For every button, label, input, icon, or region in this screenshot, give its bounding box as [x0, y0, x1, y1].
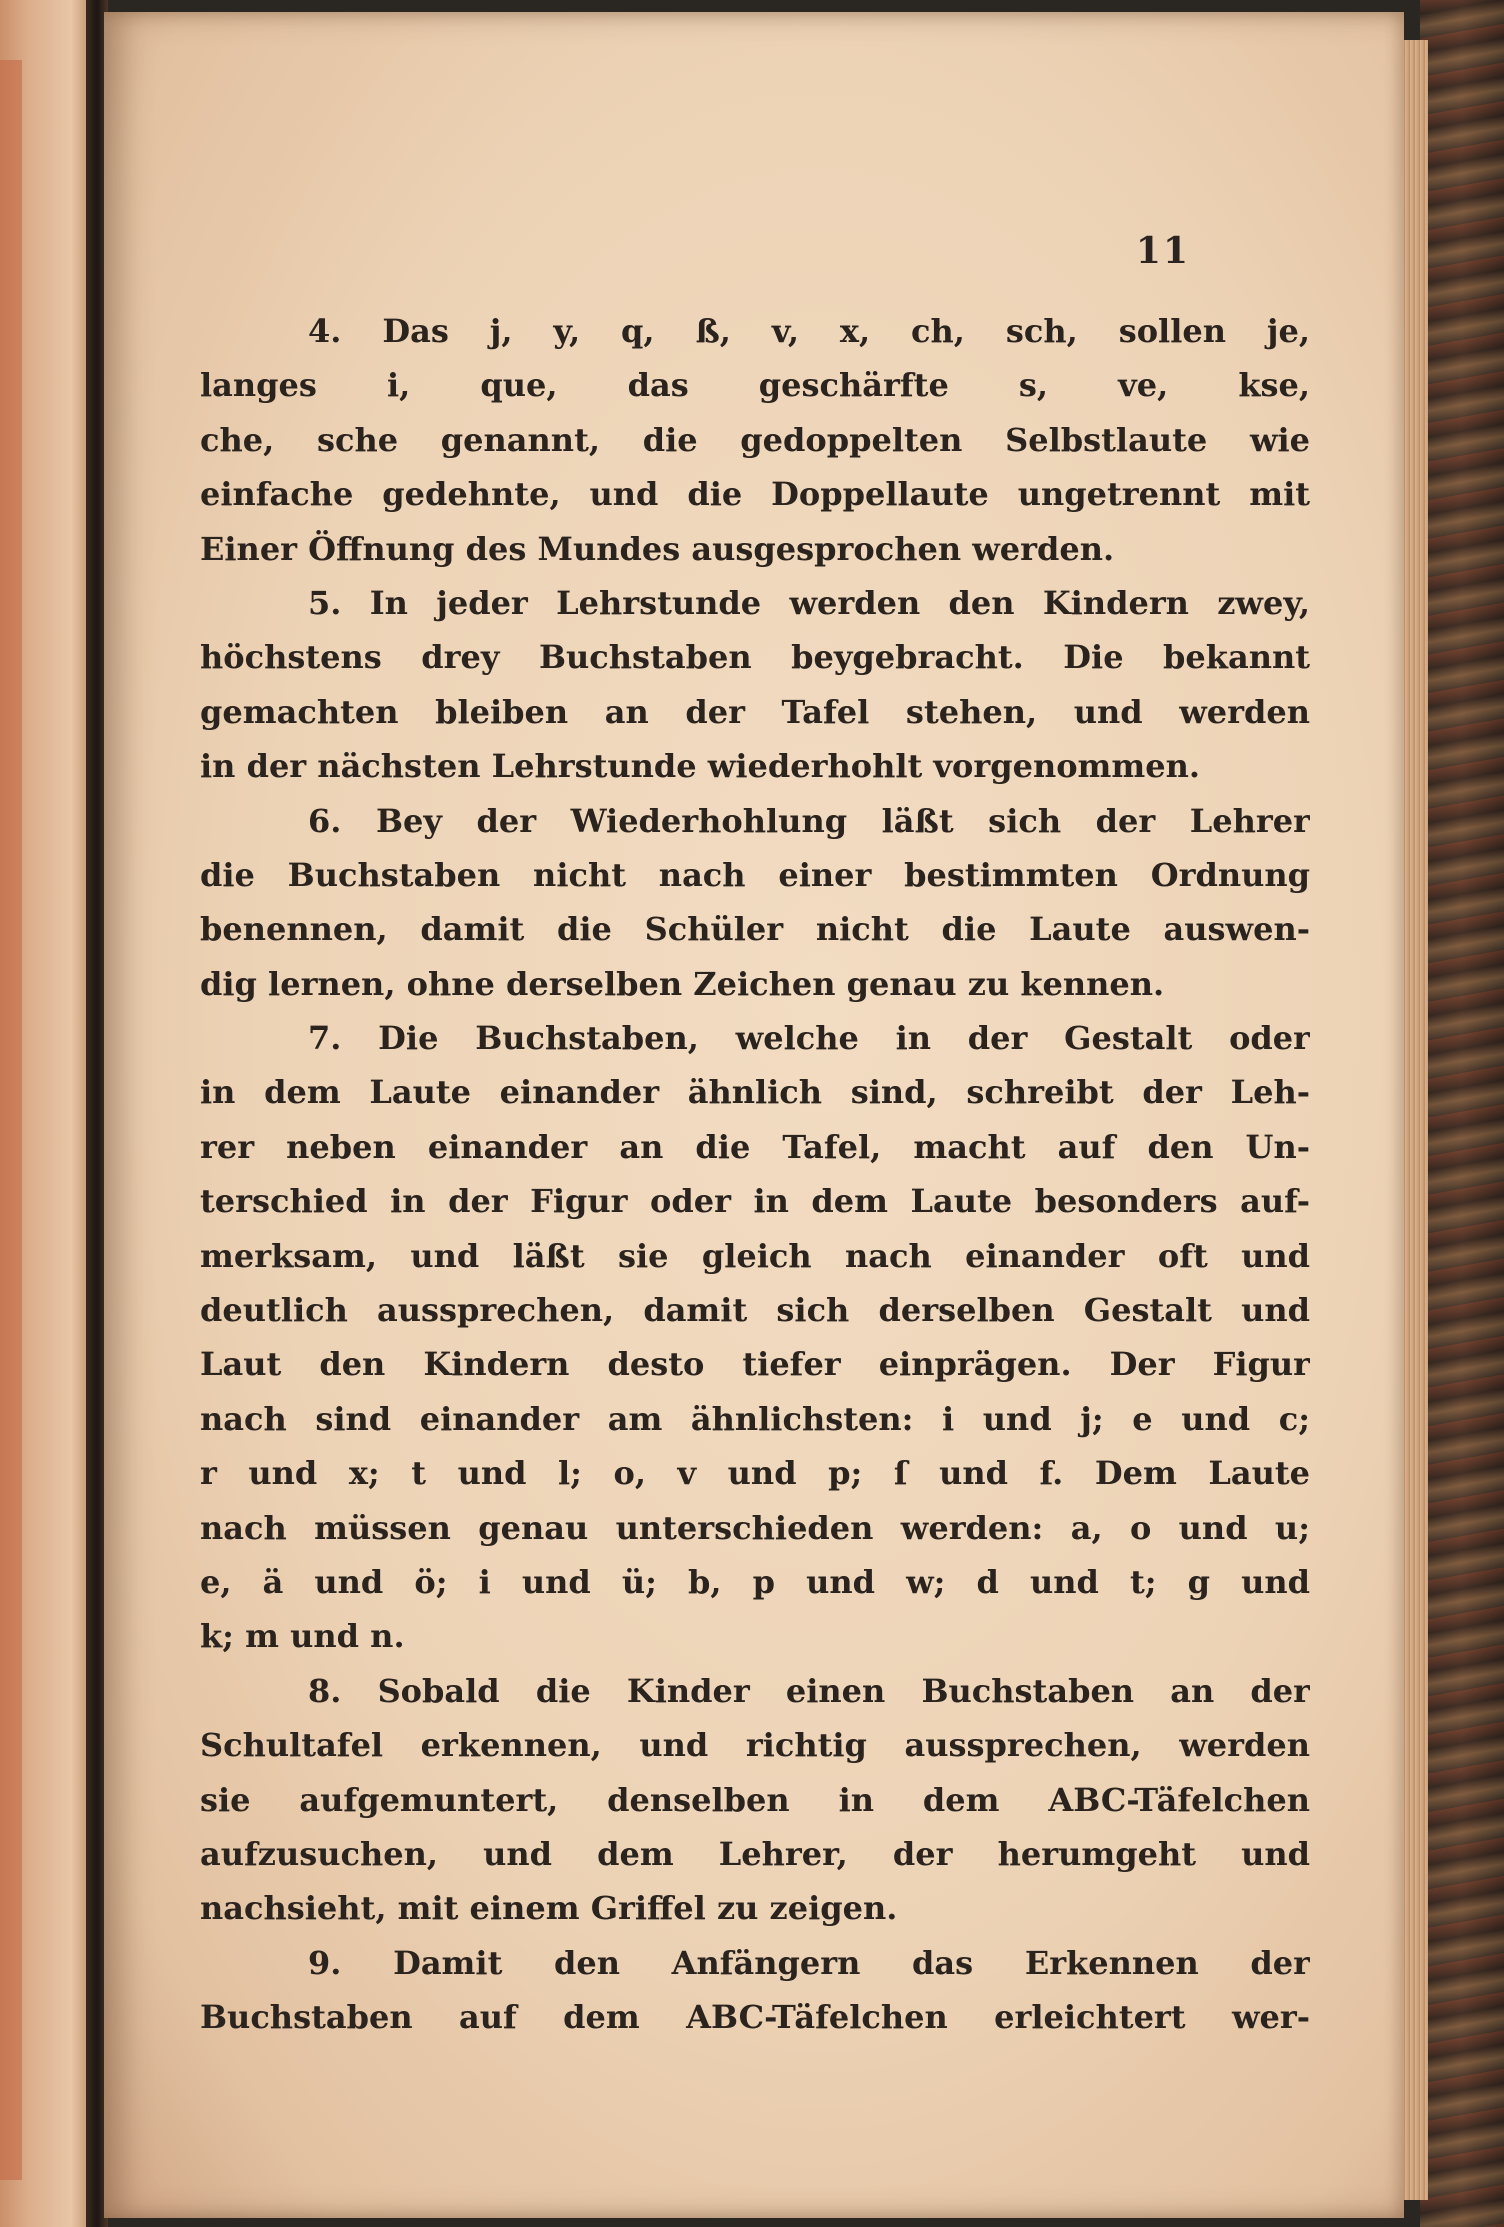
book-page [104, 12, 1404, 2218]
paragraph-first-line: 8. Sobald die Kinder einen Buchstaben an der [308, 1671, 1310, 1710]
paragraph-first-line: 7. Die Buchstaben, welche in der Gestalt oder [308, 1019, 1310, 1058]
paragraph-first-line: 6. Bey der Wiederhohlung läßt sich der Lehrer [308, 801, 1310, 840]
text-line: che, sche genannt, die gedoppelten Selbstlaute wie [200, 420, 1310, 459]
text-line: benennen, damit die Schüler nicht die Laute auswen- [200, 910, 1310, 949]
text-line: in der nächsten Lehrstunde wiederhohlt vorgenommen. [200, 747, 1201, 786]
text-line: r und x; t und l; o, v und p; ſ und f. Dem Laute [200, 1454, 1310, 1493]
text-line: nach sind einander am ähnlichsten: i und j; e und c; [200, 1399, 1310, 1438]
text-line: Buchstaben auf dem ABC-Täfelchen erleichtert wer- [200, 1998, 1310, 2037]
page-stack-edge [1400, 40, 1428, 2200]
text-line: nach müssen genau unterschieden werden: a, o und u; [200, 1508, 1310, 1547]
text-line: k; m und n. [200, 1617, 405, 1656]
page-number: 11 [1135, 230, 1190, 272]
text-line: gemachten bleiben an der Tafel stehen, und werden [200, 692, 1310, 731]
text-line: aufzusuchen, und dem Lehrer, der herumgeht und [200, 1834, 1310, 1873]
text-line: e, ä und ö; i und ü; b, p und w; d und t; g und [200, 1562, 1310, 1601]
text-line: merksam, und läßt sie gleich nach einander oft und [200, 1236, 1310, 1275]
paragraph-first-line: 9. Damit den Anfängern das Erkennen der [308, 1943, 1310, 1982]
text-line: Schultafel erkennen, und richtig aussprechen, werden [200, 1726, 1310, 1765]
text-line: Laut den Kindern desto tiefer einprägen. Der Figur [200, 1345, 1310, 1384]
text-line: langes i, que, das geschärfte s, ve, kse, [200, 366, 1310, 405]
text-line: in dem Laute einander ähnlich sind, schreibt der Leh- [200, 1073, 1310, 1112]
text-line: Einer Öffnung des Mundes ausgesprochen werden. [200, 529, 1115, 568]
paragraph-first-line: 4. Das j, y, q, ß, v, x, ch, sch, sollen je, [308, 312, 1310, 350]
text-line: einfache gedehnte, und die Doppellaute ungetrennt mit [200, 475, 1310, 514]
paragraph-first-line: 5. In jeder Lehrstunde werden den Kindern zwey, [308, 583, 1310, 622]
marbled-cover-edge [1420, 0, 1504, 2227]
text-line: sie aufgemuntert, denselben in dem ABC-Täfelchen [200, 1780, 1310, 1819]
text-line: nachsieht, mit einem Griffel zu zeigen. [200, 1889, 898, 1928]
text-line: dig lernen, ohne derselben Zeichen genau zu kennen. [200, 964, 1165, 1003]
left-page-edge [0, 60, 22, 2180]
text-line: terschied in der Figur oder in dem Laute besonders auf- [200, 1182, 1310, 1221]
text-line: rer neben einander an die Tafel, macht auf den Un- [200, 1127, 1310, 1166]
text-line: die Buchstaben nicht nach einer bestimmten Ordnung [200, 855, 1310, 894]
text-line: deutlich aussprechen, damit sich derselben Gestalt und [200, 1291, 1310, 1330]
page-text-block [200, 304, 1310, 2045]
text-line: höchstens drey Buchstaben beygebracht. Die bekannt [200, 638, 1310, 677]
